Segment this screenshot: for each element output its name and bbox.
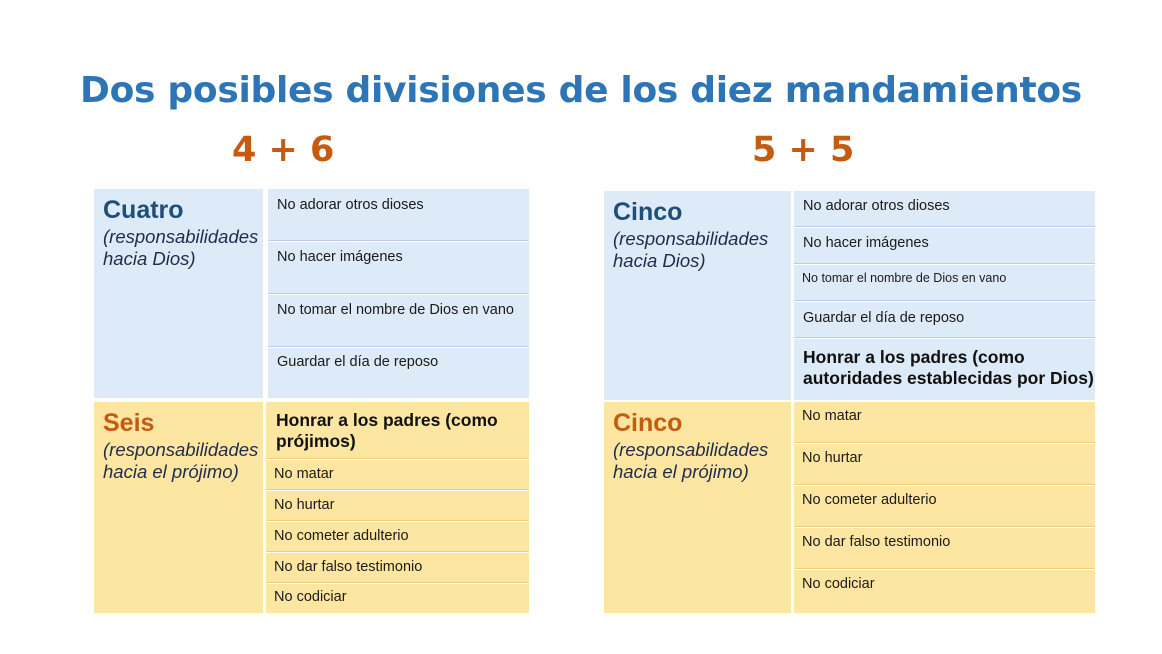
commandment-row: No tomar el nombre de Dios en vano (268, 295, 529, 347)
commandment-row: No matar (266, 460, 529, 490)
heading-left: 4 + 6 (232, 130, 335, 170)
category-cell (94, 189, 263, 398)
division-table-4-6 (94, 189, 529, 613)
section-god-right (604, 191, 1095, 400)
commandment-row: No codiciar (794, 570, 1095, 613)
commandment-row: Guardar el día de reposo (794, 302, 1095, 338)
category-description: (responsabilidades hacia Dios) (103, 226, 259, 269)
category-cell (604, 402, 791, 613)
commandment-row: No dar falso testimonio (266, 553, 529, 583)
category-description: (responsabilidades hacia el prójimo) (103, 439, 259, 482)
commandment-list (794, 191, 1095, 400)
commandment-row: Guardar el día de reposo (268, 348, 529, 398)
category-cell (94, 402, 263, 613)
commandment-row: No hacer imágenes (268, 242, 529, 294)
category-name: Cinco (613, 198, 683, 226)
commandment-row: No cometer adulterio (794, 486, 1095, 527)
commandment-row: No dar falso testimonio (794, 528, 1095, 569)
section-god-left (94, 189, 529, 398)
category-cell (604, 191, 791, 400)
heading-right: 5 + 5 (752, 130, 855, 170)
division-table-5-5 (604, 189, 1095, 613)
commandment-row: No hurtar (794, 444, 1095, 485)
commandment-row: No hacer imágenes (794, 228, 1095, 264)
commandment-row: Honrar a los padres (como prójimos) (266, 402, 529, 459)
commandment-row: No codiciar (266, 584, 529, 613)
category-description: (responsabilidades hacia el prójimo) (613, 439, 769, 482)
section-neighbor-right (604, 402, 1095, 613)
commandment-row: No tomar el nombre de Dios en vano (794, 265, 1095, 301)
commandment-row: No hurtar (266, 491, 529, 521)
commandment-row: No adorar otros dioses (794, 191, 1095, 227)
commandment-list (794, 402, 1095, 613)
section-neighbor-left (94, 402, 529, 613)
category-name: Seis (103, 409, 155, 437)
commandment-list (266, 402, 529, 613)
commandment-row: No cometer adulterio (266, 522, 529, 552)
commandment-list (268, 189, 529, 398)
category-description: (responsabilidades hacia Dios) (613, 228, 769, 271)
category-name: Cinco (613, 409, 683, 437)
commandment-row: No adorar otros dioses (268, 189, 529, 241)
commandment-row: No matar (794, 402, 1095, 443)
category-name: Cuatro (103, 196, 184, 224)
page-title: Dos posibles divisiones de los diez mandamientos (80, 70, 1082, 111)
commandment-row: Honrar a los padres (como autoridades establecidas por Dios) (794, 339, 1095, 400)
